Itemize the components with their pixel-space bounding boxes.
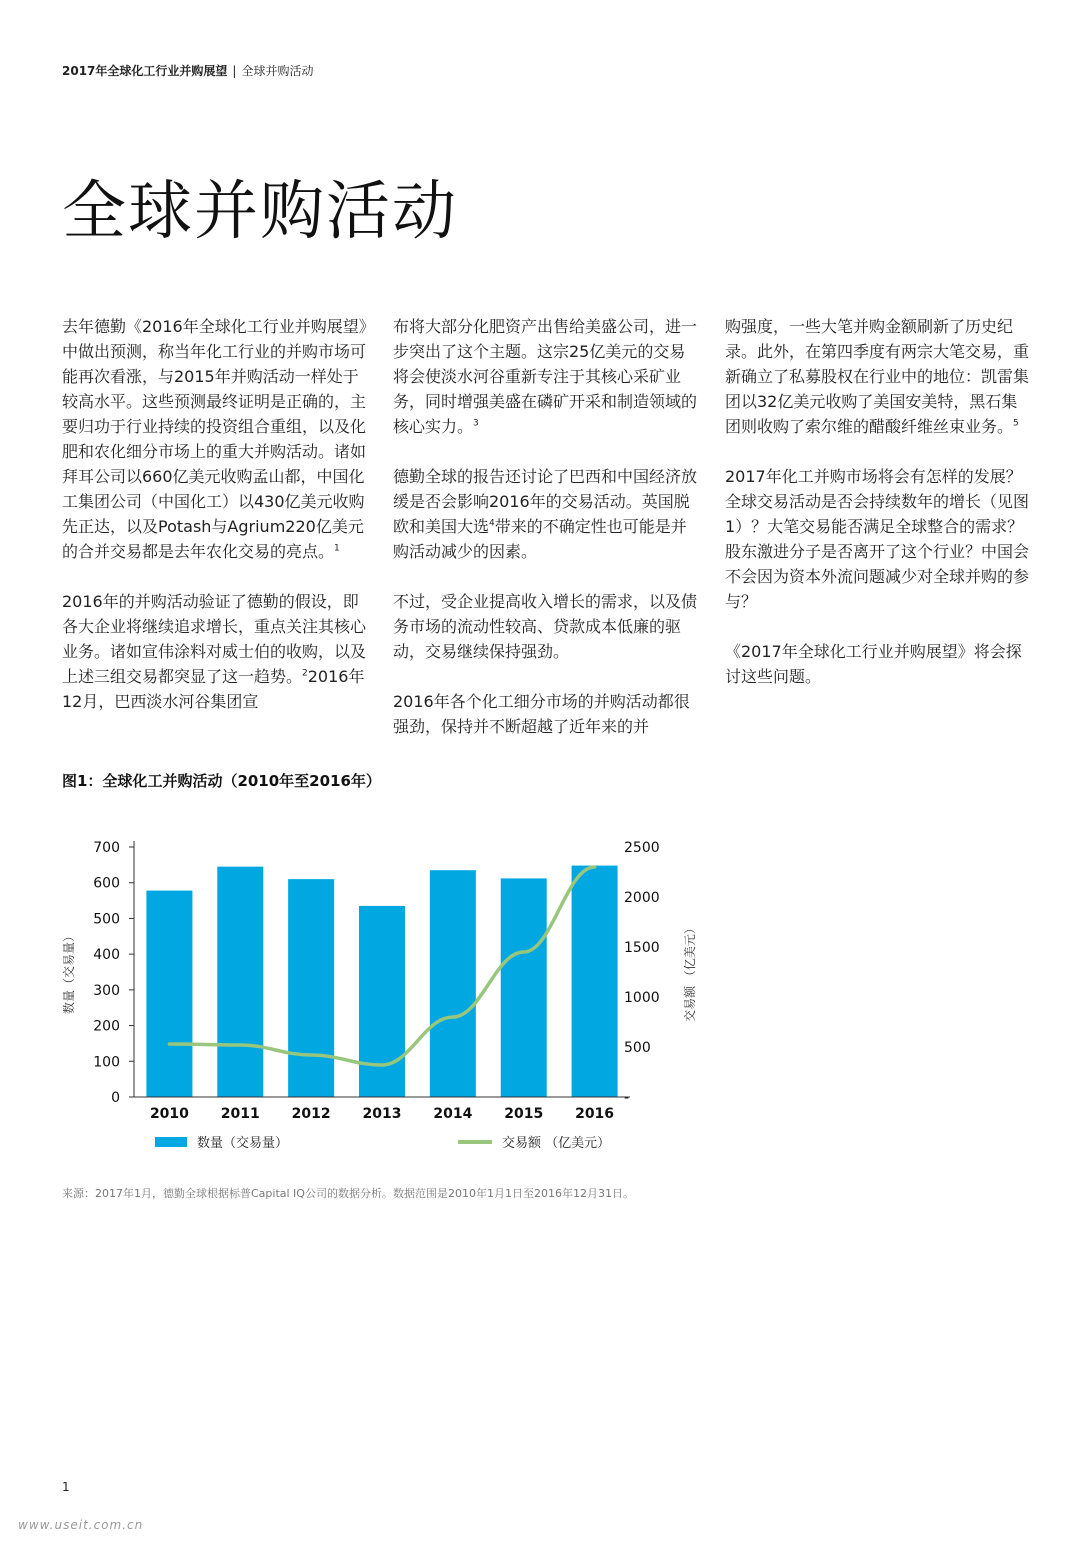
paragraph-text: 不过，受企业提高收入增长的需求，以及债务市场的流动性较高、贷款成本低廉的驱动，交易继续保持强劲。 [393,592,698,661]
paragraph [393,314,699,439]
x-tick-label: 2016 [575,1106,615,1122]
y2-axis-title: 交易额 （亿美元） [683,922,697,1022]
running-header [62,62,313,79]
legend-swatch-bar [155,1137,187,1147]
paragraph-text: 布将大部分化肥资产出售给美盛公司，进一步突出了这个主题。这宗25亿美元的交易将会使淡水河谷重新专注于其核心采矿业务，同时增强美盛在磷矿开采和制造领域的核心实力。 [393,317,698,436]
bar [146,891,192,1097]
page-number: 1 [62,1480,70,1494]
x-tick-label: 2012 [291,1106,331,1122]
header-separator: | [232,64,237,78]
y-tick-label: 100 [93,1054,120,1071]
header-section-title: 全球并购活动 [241,64,314,78]
paragraph-text: 购强度，一些大笔并购金额刷新了历史纪录。此外，在第四季度有两宗大笔交易，重新确立了私募股权在行业中的地位：凯雷集团以32亿美元收购了美国安美特，黑石集团则收购了索尔维的醋酸纤维丝束业务。 [725,317,1030,436]
text-column-3 [725,314,1031,714]
y2-tick-label: 1000 [624,990,660,1006]
bar [501,878,547,1097]
paragraph-text: 德勤全球的报告还讨论了巴西和中国经济放缓是否会影响2016年的交易活动。英国脱欧和美国大选 [393,467,698,536]
footnote-ref: 1 [334,543,340,554]
footnote-ref: 3 [473,418,479,429]
paragraph [725,639,1031,689]
paragraph [725,464,1031,614]
x-tick-label: 2015 [504,1106,544,1122]
x-tick-label: 2013 [362,1106,402,1122]
x-tick-label: 2010 [149,1106,189,1122]
y2-tick-label: 2500 [624,840,660,856]
bar [359,906,405,1097]
y2-tick-label: 2000 [624,890,660,906]
source-note: 来源：2017年1月，德勤全球根据标普Capital IQ公司的数据分析。数据范围是2010年1月1日至2016年12月31日。 [62,1187,634,1200]
y-tick-label: 200 [93,1018,120,1035]
legend-label: 交易额 （亿美元） [502,1136,611,1151]
y-axis-title: 数量（交易量） [62,929,76,1015]
paragraph [393,464,699,564]
bar [430,870,476,1097]
y2-tick-label: 1500 [624,940,660,956]
bar [572,866,618,1097]
y-tick-label: 600 [93,875,120,892]
y2-tick-label: 500 [624,1040,651,1056]
paragraph-text: 2016年各个化工细分市场的并购活动都很强劲，保持并不断超越了近年来的并 [393,692,690,736]
bar [217,867,263,1097]
x-tick-label: 2014 [433,1106,473,1122]
paragraph-text: 去年德勤《2016年全球化工行业并购展望》中做出预测，称当年化工行业的并购市场可能再次看涨，与2015年并购活动一样处于较高水平。这些预测最终证明是正确的，主要归功于行业持续的投资组合重组，以及化肥和农化细分市场上的重大并购活动。诸如拜耳公司以660亿美元收购孟山都，中国化工集团公司（中国化工）以430亿美元收购先正达，以及Potash与Agrium220亿美元的合并交易都是去年农化交易的亮点。 [62,317,367,561]
paragraph-text: 2016年的并购活动验证了德勤的假设，即各大企业将继续追求增长，重点关注其核心业务。诸如宣伟涂料对威士伯的收购，以及上述三组交易都突显了这一趋势。 [62,592,367,686]
page-title: 全球并购活动 [62,175,458,249]
paragraph [62,589,368,714]
y-tick-label: 500 [93,911,120,928]
y2-tick-label: - [624,1090,630,1106]
y-tick-label: 0 [111,1090,120,1106]
paragraph [393,589,699,664]
footnote-ref: 5 [1013,418,1019,429]
paragraph [62,314,368,564]
paragraph-text: 2016年12月，巴西淡水河谷集团宣 [62,667,365,711]
paragraph-text: 《2017年全球化工行业并购展望》将会探讨这些问题。 [725,642,1022,686]
text-column-2 [393,314,699,764]
y-tick-label: 400 [93,947,120,964]
footnote-ref: 2 [302,668,308,679]
header-report-title: 2017年全球化工行业并购展望 [62,64,228,78]
figure-title: 图1：全球化工并购活动（2010年至2016年） [62,772,381,790]
text-column-1 [62,314,368,739]
paragraph-text: 2017年化工并购市场将会有怎样的发展？全球交易活动是否会持续数年的增长（见图1）？大笔交易能否满足全球整合的需求？股东激进分子是否离开了这个行业？中国会不会因为资本外流问题减少对全球并购的参与？ [725,467,1030,611]
bar [288,879,334,1097]
legend-label: 数量（交易量） [197,1136,289,1151]
x-tick-label: 2011 [220,1106,260,1122]
paragraph-text: 带来的不确定性也可能是并购活动减少的因素。 [393,517,687,561]
paragraph [393,689,699,739]
y-tick-label: 300 [93,982,120,999]
watermark: www.useit.com.cn [18,1518,144,1532]
combo-chart [0,820,1091,1170]
paragraph [725,314,1031,439]
y-tick-label: 700 [93,840,120,856]
footnote-ref: 4 [489,518,495,529]
